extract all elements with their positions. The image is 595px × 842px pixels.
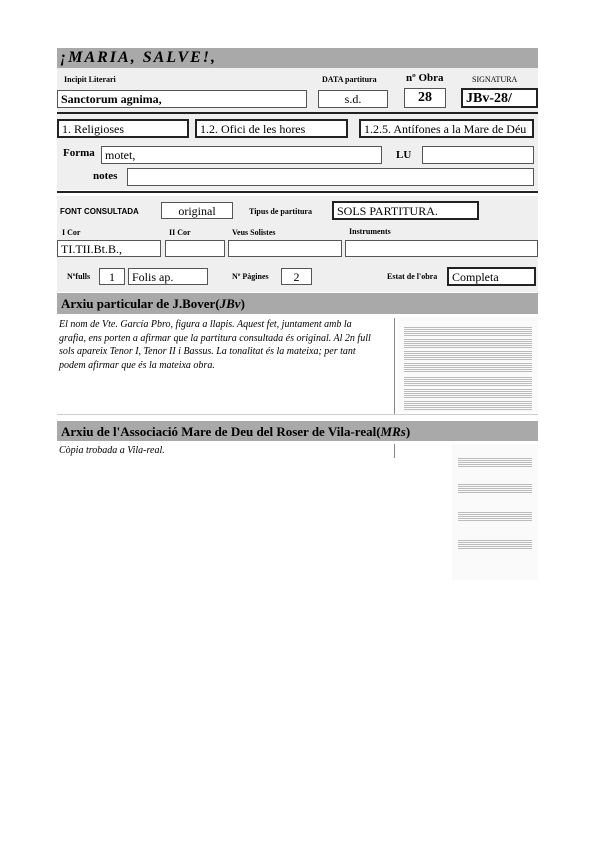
i-cor-label: I Cor bbox=[62, 228, 81, 237]
instruments-label: Instruments bbox=[349, 227, 391, 236]
signatura-field[interactable]: JBv-28/ bbox=[461, 88, 538, 108]
n-fulls-field[interactable]: 1 bbox=[99, 268, 125, 285]
forma-label: Forma bbox=[63, 147, 95, 159]
section-jbv-separator bbox=[394, 318, 395, 414]
category-field-2[interactable]: 1.2. Ofici de les hores bbox=[195, 119, 348, 138]
font-consultada-field[interactable]: original bbox=[161, 202, 233, 219]
n-obra-label: nº Obra bbox=[406, 72, 444, 84]
n-obra-field[interactable]: 28 bbox=[404, 88, 446, 108]
n-fulls-label: Nºfulls bbox=[67, 272, 91, 281]
lu-label: LU bbox=[396, 149, 412, 161]
data-partitura-field[interactable]: s.d. bbox=[318, 90, 388, 108]
folis-field[interactable]: Folis ap. bbox=[128, 268, 208, 285]
ii-cor-label: II Cor bbox=[169, 228, 191, 237]
section-mrs-text: Còpia trobada a Vila-real. bbox=[59, 445, 165, 456]
section-jbv-title-em: JBv bbox=[219, 296, 241, 311]
section-mrs-separator bbox=[394, 444, 395, 458]
instruments-field[interactable] bbox=[345, 240, 538, 257]
page-title: ¡MARIA, SALVE!, bbox=[60, 49, 218, 66]
font-consultada-label: FONT CONSULTADA bbox=[60, 207, 139, 216]
tipus-partitura-field[interactable]: SOLS PARTITURA. bbox=[332, 201, 479, 220]
incipit-label: Incipit Literari bbox=[64, 75, 116, 84]
divider-2 bbox=[57, 191, 538, 193]
ii-cor-field[interactable] bbox=[165, 240, 225, 257]
section-mrs-title-em: MRs bbox=[380, 424, 406, 439]
estat-obra-field[interactable]: Completa bbox=[447, 267, 536, 286]
notes-field[interactable] bbox=[127, 168, 534, 186]
section-mrs-title bbox=[57, 421, 538, 441]
veus-solistes-label: Veus Solistes bbox=[232, 228, 276, 237]
n-pagines-label: Nº Pàgines bbox=[232, 272, 269, 281]
category-field-3[interactable]: 1.2.5. Antífones a la Mare de Déu bbox=[359, 119, 534, 138]
forma-field[interactable]: motet, bbox=[101, 146, 382, 164]
section-jbv-title-prefix: Arxiu particular de J.Bover( bbox=[61, 296, 220, 311]
score-manuscript-thumbnail bbox=[398, 317, 538, 412]
section-mrs-title-suffix: ) bbox=[405, 424, 411, 439]
i-cor-field[interactable]: TI.TII.Bt.B., bbox=[57, 240, 161, 257]
notes-label: notes bbox=[93, 170, 118, 182]
lu-field[interactable] bbox=[422, 146, 534, 164]
section-jbv-text: El nom de Vte. García Pbro, figura a llapis. Aquest fet, juntament amb la grafia, ens porten a afirmar que la partitura consultada és original. Al 2n full sols apareix Tenor I, Tenor II i Bassus. La tonalitat és la mateixa; per tant podem afirmar que és la mateixa obra. bbox=[59, 319, 371, 371]
signatura-label: SIGNATURA bbox=[472, 75, 518, 84]
section-jbv-title-suffix: ) bbox=[240, 296, 245, 311]
data-partitura-label: DATA partitura bbox=[322, 75, 377, 84]
score-copy-thumbnail bbox=[452, 444, 538, 580]
n-pagines-field[interactable]: 2 bbox=[281, 268, 312, 285]
tipus-partitura-label: Tipus de partitura bbox=[249, 207, 312, 216]
estat-obra-label: Estat de l'obra bbox=[387, 272, 438, 281]
section-jbv-title bbox=[57, 293, 538, 314]
section-jbv-bottom-rule bbox=[57, 414, 538, 415]
category-field-1[interactable]: 1. Religioses bbox=[57, 119, 189, 138]
section-mrs-title-prefix: Arxiu de l'Associació Mare de Deu del Roser de Vila-real( bbox=[61, 424, 381, 439]
incipit-field[interactable]: Sanctorum agnima, bbox=[57, 90, 307, 108]
veus-solistes-field[interactable] bbox=[228, 240, 342, 257]
